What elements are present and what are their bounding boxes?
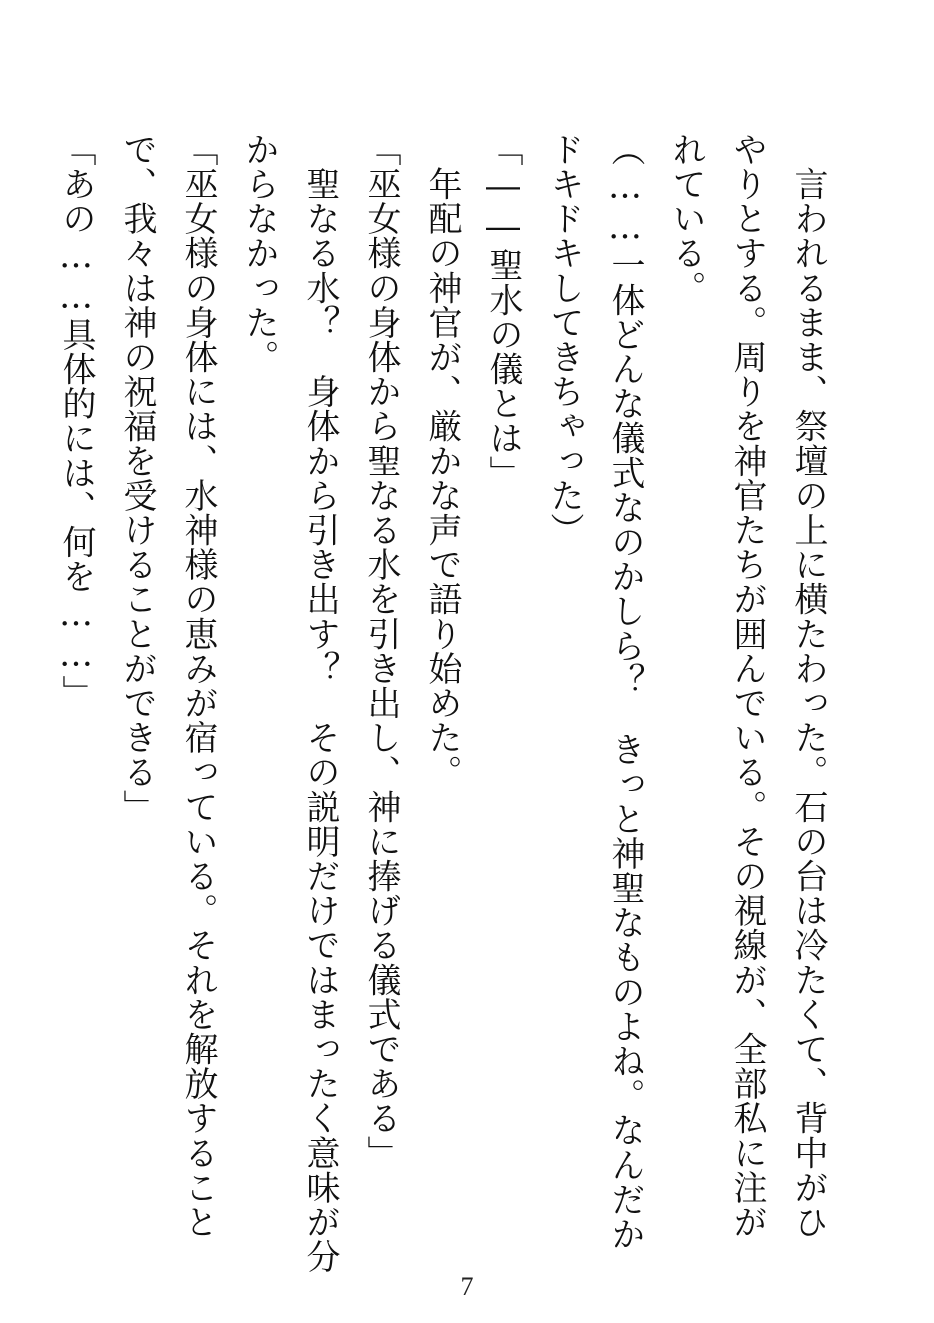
text-line-11: 「巫女様の身体には、水神様の恵みが宿っている。それを解放すること [178,132,218,1240]
text-line-1: 言われるまま、祭壇の上に横たわった。石の台は冷たくて、背中がひ [788,132,828,1240]
text-line-7: 年配の神官が、厳かな声で語り始めた。 [422,132,462,790]
text-line-13: 「あの……具体的には、何を……」 [56,132,96,710]
text-line-2: やりとする。周りを神官たちが囲んでいる。その視線が、全部私に注が [727,132,767,1240]
text-line-8: 「巫女様の身体から聖なる水を引き出し、神に捧げる儀式である」 [361,132,401,1170]
text-line-4: （……一体どんな儀式なのかしら？ きっと神聖なものよね。なんだか [605,132,645,1252]
text-line-12: で、我々は神の祝福を受けることができる」 [117,132,157,824]
text-line-9: 聖なる水？ 身体から引き出す？ その説明だけではまったく意味が分 [300,132,340,1274]
text-line-10: からなかった。 [239,132,279,375]
text-line-6: 「――聖水の儀とは」 [483,132,523,490]
text-line-3: れている。 [666,132,706,305]
text-line-5: ドキドキしてきちゃった） [544,132,584,548]
page-number: 7 [460,1272,474,1301]
